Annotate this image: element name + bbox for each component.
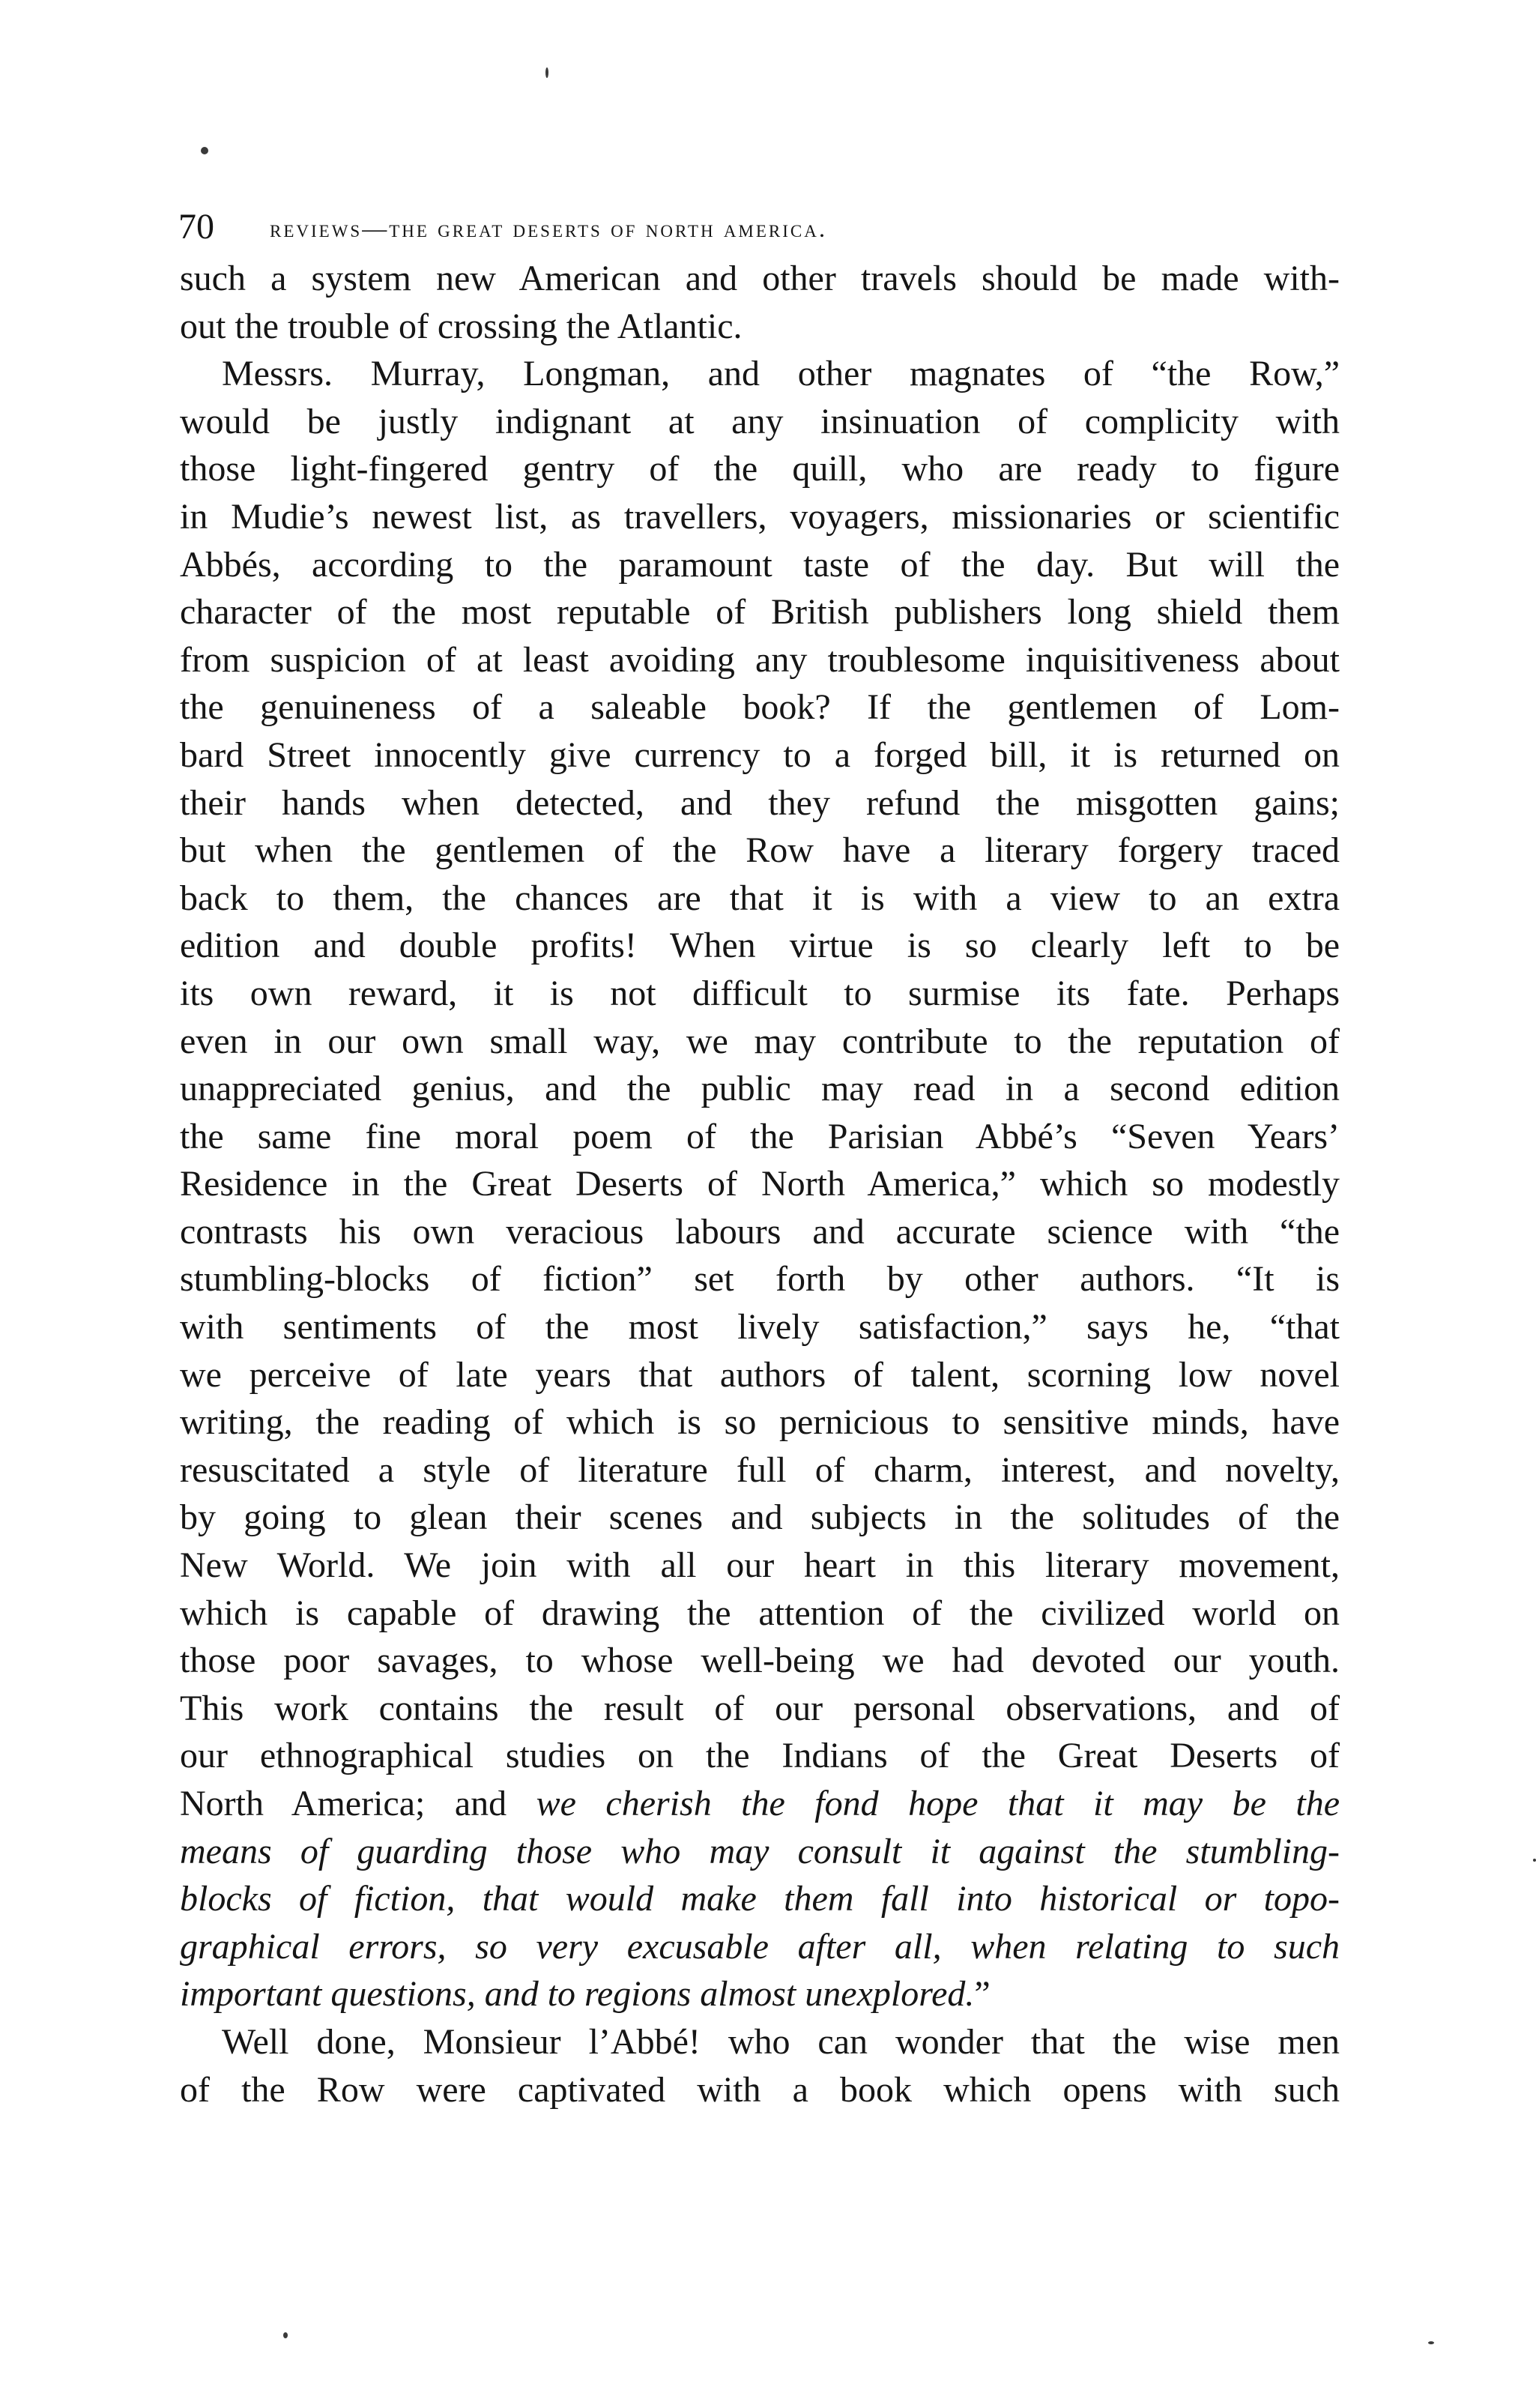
- text-segment: of the Row were captivated with a book which opens with such: [180, 2069, 1340, 2110]
- text-line: [180, 1303, 1340, 1351]
- body-text: [180, 255, 1340, 2113]
- text-line: [180, 1160, 1340, 1208]
- text-line: [180, 1398, 1340, 1446]
- text-line: [180, 445, 1340, 493]
- text-line: [180, 541, 1340, 589]
- text-segment: Abbés, according to the paramount taste of the day. But will the: [180, 544, 1340, 585]
- text-segment: bard Street innocently give currency to a forged bill, it is returned on: [180, 734, 1340, 775]
- text-line: [180, 779, 1340, 827]
- text-line: [180, 588, 1340, 636]
- ink-speck: [283, 2332, 288, 2338]
- text-segment: This work contains the result of our personal observations, and of: [180, 1688, 1340, 1728]
- text-segment: resuscitated a style of literature full of charm, interest, and novelty,: [180, 1449, 1340, 1490]
- text-line: [180, 1065, 1340, 1113]
- text-line: [180, 827, 1340, 875]
- text-line: [180, 1780, 1340, 1828]
- text-segment: which is capable of drawing the attention of the civilized world on: [180, 1593, 1340, 1633]
- text-line: [180, 922, 1340, 970]
- ink-speck: [545, 67, 548, 78]
- text-segment: edition and double profits! When virtue is so clearly left to be: [180, 926, 1340, 966]
- text-segment: contrasts his own veracious labours and accurate science with “the: [180, 1211, 1340, 1252]
- italic-quote-text: blocks of fiction, that would make them fall into historical or topo-: [180, 1879, 1340, 1919]
- text-line: [180, 1875, 1340, 1923]
- text-segment: out the trouble of crossing the Atlantic.: [180, 306, 743, 346]
- text-line: [180, 398, 1340, 446]
- text-segment: those light-fingered gentry of the quill, who are ready to figure: [180, 449, 1340, 489]
- text-line: [180, 970, 1340, 1018]
- text-segment: character of the most reputable of British publishers long shield them: [180, 592, 1340, 633]
- italic-quote-text: means of guarding those who may consult it against the stumbling-: [180, 1831, 1340, 1871]
- text-line: [180, 350, 1340, 398]
- text-segment: Residence in the Great Deserts of North America,” which so modestly: [180, 1164, 1340, 1204]
- text-line: [180, 255, 1340, 303]
- text-line: [180, 1018, 1340, 1066]
- text-segment: even in our own small way, we may contribute to the reputation of: [180, 1021, 1340, 1061]
- text-line: [180, 1113, 1340, 1161]
- italic-quote-text: important questions, and to regions almost unexplored.: [180, 1974, 975, 2015]
- text-segment: New World. We join with all our heart in this literary movement,: [180, 1545, 1340, 1586]
- text-segment: those poor savages, to whose well-being we had devoted our youth.: [180, 1641, 1340, 1681]
- text-line: [180, 1351, 1340, 1399]
- text-segment: but when the gentlemen of the Row have a literary forgery traced: [180, 830, 1340, 871]
- text-segment: by going to glean their scenes and subjects in the solitudes of the: [180, 1497, 1340, 1538]
- text-segment: Well done, Monsieur l’Abbé! who can wonder that the wise men: [222, 2021, 1340, 2062]
- text-segment: from suspicion of at least avoiding any troublesome inquisitiveness about: [180, 639, 1340, 680]
- text-line: [180, 1970, 1340, 2018]
- text-line: [180, 1732, 1340, 1780]
- text-segment: we perceive of late years that authors of talent, scorning low novel: [180, 1354, 1340, 1395]
- italic-quote-text: we cherish the fond hope that it may be the: [536, 1784, 1340, 1823]
- text-segment: Messrs. Murray, Longman, and other magnates of “the Row,”: [222, 354, 1340, 394]
- text-line: [180, 731, 1340, 779]
- text-line: [180, 1637, 1340, 1685]
- text-segment: writing, the reading of which is so pernicious to sensitive minds, have: [180, 1402, 1340, 1443]
- text-line: [180, 636, 1340, 684]
- text-line: [180, 303, 1340, 351]
- text-segment: back to them, the chances are that it is with a view to an extra: [180, 878, 1340, 918]
- running-title: reviews—the great deserts of north america.: [270, 216, 828, 243]
- text-segment: its own reward, it is not difficult to surmise its fate. Perhaps: [180, 973, 1340, 1013]
- ink-speck: [1533, 1859, 1536, 1862]
- text-line: [180, 1685, 1340, 1733]
- text-segment: in Mudie’s newest list, as travellers, voyagers, missionaries or scientific: [180, 496, 1340, 537]
- text-segment: would be justly indignant at any insinuation of complicity with: [180, 401, 1340, 441]
- text-line: [180, 1923, 1340, 1971]
- ink-speck: [1428, 2341, 1434, 2344]
- page-number: 70: [178, 207, 214, 247]
- text-line: [180, 2066, 1340, 2114]
- ink-speck: [201, 147, 208, 154]
- text-line: [180, 1255, 1340, 1303]
- page-header: [178, 201, 1347, 253]
- text-line: [180, 684, 1340, 731]
- text-line: [180, 1590, 1340, 1638]
- text-segment: ”: [974, 1974, 991, 2015]
- text-line: [180, 1446, 1340, 1494]
- text-segment: their hands when detected, and they refund the misgotten gains;: [180, 782, 1340, 823]
- text-segment: stumbling-blocks of fiction” set forth by other authors. “It is: [180, 1259, 1340, 1300]
- text-line: [180, 1208, 1340, 1256]
- text-segment: the same fine moral poem of the Parisian Abbé’s “Seven Years’: [180, 1116, 1340, 1156]
- text-line: [180, 1828, 1340, 1876]
- text-segment: such a system new American and other travels should be made with-: [180, 259, 1340, 298]
- text-line: [180, 2018, 1340, 2066]
- text-segment: unappreciated genius, and the public may read in a second edition: [180, 1069, 1340, 1109]
- text-segment: our ethnographical studies on the Indians of the Great Deserts of: [180, 1736, 1340, 1776]
- italic-quote-text: graphical errors, so very excusable after all, when relating to such: [180, 1926, 1340, 1967]
- text-segment: the genuineness of a saleable book? If the gentlemen of Lom-: [180, 687, 1340, 728]
- text-segment: with sentiments of the most lively satisfaction,” says he, “that: [180, 1307, 1340, 1348]
- text-line: [180, 1542, 1340, 1590]
- text-line: [180, 875, 1340, 923]
- text-segment: North America; and: [180, 1784, 536, 1823]
- text-line: [180, 1494, 1340, 1542]
- text-line: [180, 493, 1340, 541]
